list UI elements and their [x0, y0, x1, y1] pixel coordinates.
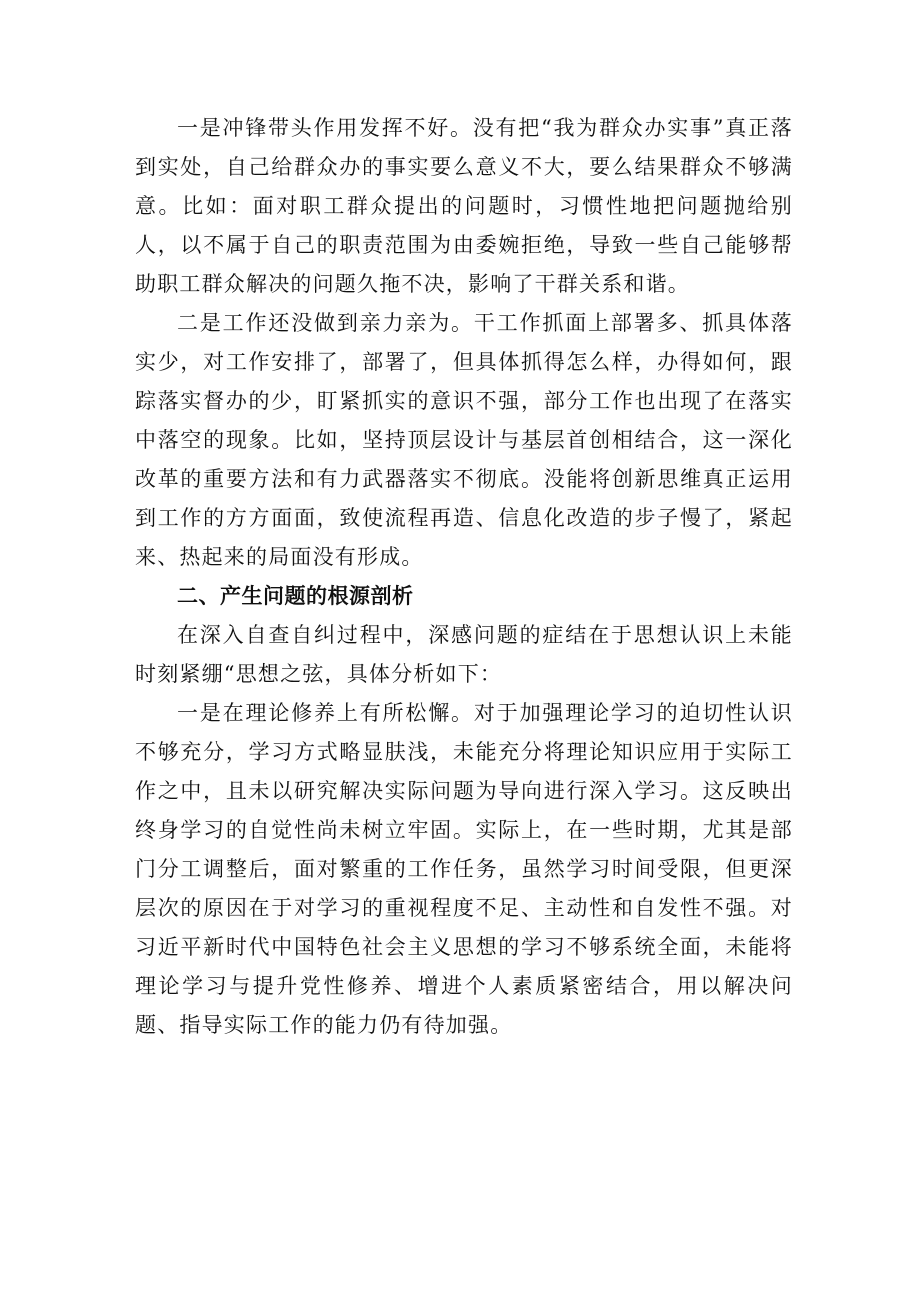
section-heading: 二、产生问题的根源剖析: [177, 584, 414, 608]
paragraph-3: 在深入自查自纠过程中，深感问题的症结在于思想认识上未能时刻紧绷“思想之弦，具体分析如下：: [135, 623, 793, 686]
document-body: [135, 109, 793, 1045]
paragraph-1: 一是冲锋带头作用发挥不好。没有把“我为群众办实事”真正落到实处，自己给群众办的事实要么意义不大，要么结果群众不够满意。比如：面对职工群众提出的问题时，习惯性地把问题抛给别人，以不属于自己的职责范围为由委婉拒绝，导致一些自己能够帮助职工群众解决的问题久拖不决，影响了干群关系和谐。: [135, 116, 793, 296]
paragraph-2: 二是工作还没做到亲力亲为。干工作抓面上部署多、抓具体落实少，对工作安排了，部署了，但具体抓得怎么样，办得如何，跟踪落实督办的少，盯紧抓实的意识不强，部分工作也出现了在落实中落空的现象。比如，坚持顶层设计与基层首创相结合，这一深化改革的重要方法和有力武器落实不彻底。没能将创新思维真正运用到工作的方方面面，致使流程再造、信息化改造的步子慢了，紧起来、热起来的局面没有形成。: [135, 311, 793, 569]
paragraph-4: 一是在理论修养上有所松懈。对于加强理论学习的迫切性认识不够充分，学习方式略显肤浅，未能充分将理论知识应用于实际工作之中，且未以研究解决实际问题为导向进行深入学习。这反映出终身学习的自觉性尚未树立牢固。实际上，在一些时期，尤其是部门分工调整后，面对繁重的工作任务，虽然学习时间受限，但更深层次的原因在于对学习的重视程度不足、主动性和自发性不强。对习近平新时代中国特色社会主义思想的学习不够系统全面，未能将理论学习与提升党性修养、增进个人素质紧密结合，用以解决问题、指导实际工作的能力仍有待加强。: [135, 701, 793, 1037]
